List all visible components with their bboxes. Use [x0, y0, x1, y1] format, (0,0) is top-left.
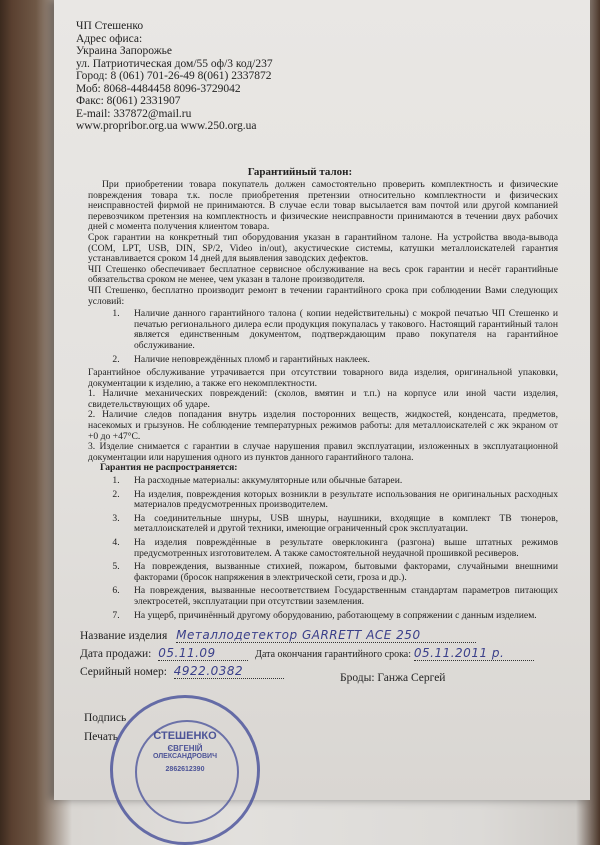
- header-line: ул. Патриотическая дом/55 оф/3 код/237: [76, 57, 273, 70]
- list-item: 5. На повреждения, вызванные стихией, пожаром, бытовыми факторами, случайными внешними факторами (бросок напряжения в электрической сети, гроза и др.).: [122, 562, 558, 583]
- product-name-value: Металлодетектор GARRETT ACE 250: [176, 628, 476, 643]
- header-line: Город: 8 (061) 701-26-49 8(061) 2337872: [76, 70, 272, 82]
- exclusions-heading: Гарантия не распространяется:: [100, 462, 238, 474]
- loss-item: 1. Наличие механических повреждений: (сколов, вмятин и т.п.) на корпусе или иной части изделия, свидетельствующих об ударе.: [88, 388, 558, 410]
- document-body: [88, 180, 558, 624]
- intro-paragraph: ЧП Стешенко обеспечивает бесплатное сервисное обслуживание на весь срок гарантии и несёт гарантийные обязательства сроком не менее, чем указан в талоне производителя.: [88, 263, 558, 286]
- end-date-label: Дата окончания гарантийного срока:: [255, 649, 411, 660]
- loss-item: 3. Изделие снимается с гарантии в случае нарушения правил эксплуатации, изложенных в эксплуатационной документации или нарушения одного из пунктов данного гарантийного талона.: [88, 441, 558, 463]
- product-name-row: [80, 628, 476, 643]
- sale-date-row: [80, 646, 534, 661]
- stamp-line: СТЕШЕНКО: [153, 730, 217, 742]
- stamp-line: 2862612390: [165, 766, 205, 773]
- header-line: ЧП Стешенко: [76, 20, 144, 32]
- end-date-value: 05.11.2011 р.: [414, 646, 534, 661]
- conditions-list: [88, 309, 558, 365]
- serial-label: Серийный номер:: [80, 666, 167, 678]
- header-line: www.propribor.org.ua www.250.org.ua: [76, 120, 257, 132]
- header-line: Факс: 8(061) 2331907: [76, 95, 181, 107]
- stamp-line: ОЛЕКСАНДРОВИЧ: [152, 753, 218, 760]
- intro-paragraph: При приобретении товара покупатель должен самостоятельно проверить комплектность и физические повреждения товара т.к. после приобретения претензии относительно комплектности и физических неисправностей фирмой не принимаются. В случае если товар высылается вам почтой или другой компанией перевозчиком претензия на комплектность и физические неисправности принимаются в течении двух рабочих дней с момента получения клиентом товара.: [88, 179, 558, 233]
- list-item: 1. Наличие данного гарантийного талона ( копии недействительны) с мокрой печатью ЧП Стешенко и печатью регионального дилера если продукция покупалась у такового. Настоящий гарантийный талон является единственным документом, подтверждающим право покупателя на гарантийное обслуживание.: [122, 309, 558, 351]
- list-item: 2. На изделия, повреждения которых возникли в результате использования не оригинальных расходных материалов предусмотренных производителем.: [122, 490, 558, 511]
- header-line: E-mail: 337872@mail.ru: [76, 107, 192, 120]
- product-name-label: Название изделия: [80, 630, 168, 642]
- list-item: 1. На расходные материалы: аккумуляторные или обычные батареи.: [122, 476, 558, 487]
- header-line: Адрес офиса:: [76, 32, 143, 45]
- list-item: 7. На ущерб, причинённый другому оборудованию, работающему в сопряжении с данным изделием.: [122, 611, 558, 622]
- list-item: 2. Наличие неповреждённых пломб и гарантийных наклеек.: [122, 355, 558, 366]
- intro-paragraph: ЧП Стешенко, бесплатно производит ремонт в течении гарантийного срока при соблюдении Вами следующих условий:: [88, 284, 558, 307]
- document-title: Гарантийный талон:: [247, 166, 353, 178]
- serial-row: [80, 664, 284, 679]
- list-item: 4. На изделия повреждённые в результате оверклокинга (разгона) выше штатных режимов предусмотренных изготовителем. А также самостоятельной неудачной прошивкой ресиверов.: [122, 538, 558, 559]
- exclusions-list: [88, 476, 558, 621]
- stamp-label: Печать: [84, 731, 118, 743]
- stamp-text: [135, 730, 235, 773]
- signature-label: Подпись: [84, 712, 127, 724]
- stamp-line: ЄВГЕНІЙ: [167, 744, 203, 753]
- intro-paragraph: Срок гарантии на конкретный тип оборудования указан в гарантийном талоне. На устройства ввода-вывода (COM, LPT, USB, DIN, SP/2, Video in/out), акустические системы, катушки металлоискателей гарантия устанавливается сроком 14 дней для выявления заводских дефектов.: [88, 231, 558, 265]
- sale-date-label: Дата продажи:: [80, 648, 152, 660]
- company-header: [76, 20, 273, 133]
- header-line: Украина Запорожье: [76, 45, 172, 57]
- loss-intro: Гарантийное обслуживание утрачивается при отсутствии товарного вида изделия, оригинальной упаковки, документации к изделию, а также его некомплектности.: [88, 367, 558, 389]
- loss-item: 2. Наличие следов попадания внутрь изделия посторонних веществ, жидкостей, конденсата, предметов, насекомых и грызунов. Не соблюдение температурных режимов работы: для металлоискателей с жк экраном от +0 до +47°С.: [88, 409, 558, 442]
- header-line: Моб: 8068-4484458 8096-3729042: [76, 82, 241, 95]
- company-stamp: [110, 695, 260, 845]
- list-item: 6. На повреждения, вызванные несоответствием Государственным стандартам параметров питающих электросетей, эксплуатации при отсутствии заземления.: [122, 586, 558, 607]
- serial-value: 4922.0382: [174, 664, 284, 679]
- sale-date-value: 05.11.09: [158, 646, 248, 661]
- list-item: 3. На соединительные шнуры, USB шнуры, наушники, входящие в комплект ТВ тюнеров, металлоискателей и другой техники, имеющие ограниченный срок эксплуатации.: [122, 514, 558, 535]
- seller: Броды: Ганжа Сергей: [340, 672, 446, 684]
